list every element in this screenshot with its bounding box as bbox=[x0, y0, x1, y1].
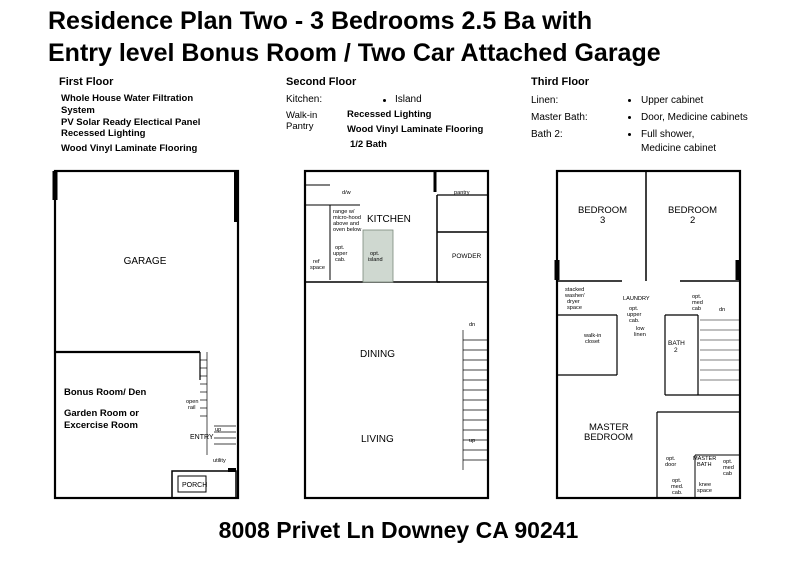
stacked-washer-label: dryer bbox=[567, 299, 580, 305]
master-bath-label: MASTER bbox=[693, 456, 717, 462]
opt-med-cab-label: opt. bbox=[723, 459, 733, 465]
opt-med-cab-label: med bbox=[692, 300, 703, 306]
opt-med-cab-label: cab. bbox=[672, 490, 683, 496]
first-floor-feature: PV Solar Ready Electical Panel bbox=[61, 117, 201, 128]
opt-med-cab-label: opt. bbox=[672, 478, 682, 484]
utility-label: utility bbox=[213, 458, 226, 464]
upper-cab-label: upper bbox=[333, 251, 348, 257]
plan-title-line-2: Entry level Bonus Room / Two Car Attached Garage bbox=[48, 39, 661, 67]
kitchen-feature-label: Kitchen: bbox=[286, 94, 323, 105]
second-floor-feature: 1/2 Bath bbox=[350, 139, 387, 150]
laundry-label: LAUNDRY bbox=[623, 296, 650, 302]
range-label: range w/ bbox=[333, 209, 355, 215]
bedroom-2-label: 2 bbox=[690, 215, 696, 226]
bedroom-2-label: BEDROOM bbox=[668, 205, 718, 216]
upper-cab-label: opt. bbox=[335, 245, 345, 251]
stairs-down-label: dn bbox=[719, 307, 726, 313]
second-floor-heading: Second Floor bbox=[286, 76, 357, 88]
low-linen-label: low bbox=[636, 326, 645, 332]
knee-space-label: knee bbox=[699, 482, 712, 488]
walkin-pantry-label: Walk-in bbox=[286, 110, 318, 121]
bonus-room-label: Excercise Room bbox=[64, 420, 138, 431]
third-floor-item-label: Master Bath: bbox=[531, 112, 588, 123]
walkin-closet-label: walk-in bbox=[584, 333, 602, 339]
living-label: LIVING bbox=[361, 434, 394, 445]
first-floor-feature: Whole House Water Filtration bbox=[61, 93, 194, 104]
island-label: island bbox=[368, 257, 383, 263]
third-floor-item-value: Medicine cabinet bbox=[641, 143, 717, 154]
porch-label: PORCH bbox=[182, 482, 208, 489]
third-floor-heading: Third Floor bbox=[531, 76, 590, 88]
bath-2-label: 2 bbox=[674, 347, 678, 354]
bath-2-label: BATH bbox=[668, 340, 685, 347]
first-floor-feature: System bbox=[61, 105, 95, 116]
bonus-room-label: Bonus Room/ Den bbox=[64, 387, 147, 398]
first-floor-plan bbox=[55, 171, 238, 498]
master-bedroom-label: MASTER bbox=[589, 422, 629, 433]
stairs-up-label: up bbox=[469, 438, 476, 444]
opt-upper-cab-label: upper bbox=[627, 312, 642, 318]
opt-door-label: door bbox=[665, 462, 677, 468]
bedroom-3-label: BEDROOM bbox=[578, 205, 628, 216]
island-label: opt. bbox=[370, 251, 380, 257]
second-floor-feature: Wood Vinyl Laminate Flooring bbox=[347, 124, 484, 135]
entry-label: ENTRY bbox=[190, 434, 214, 441]
opt-door-label: opt. bbox=[666, 456, 676, 462]
stacked-washer-label: space bbox=[567, 305, 582, 311]
opt-med-cab-label: med. bbox=[671, 484, 684, 490]
third-floor-item-value: Full shower, bbox=[641, 129, 695, 140]
ref-space-label: ref bbox=[313, 259, 320, 265]
first-floor-heading: First Floor bbox=[59, 76, 114, 88]
powder-label: POWDER bbox=[452, 253, 482, 260]
open-rail-label: open bbox=[186, 399, 199, 405]
opt-med-cab-label: med bbox=[723, 465, 734, 471]
opt-med-cab-label: opt. bbox=[692, 294, 702, 300]
master-bath-label: BATH bbox=[697, 462, 712, 468]
first-floor-feature: Wood Vinyl Laminate Flooring bbox=[61, 143, 198, 154]
stairs-down-label: dn bbox=[469, 322, 476, 328]
third-floor-stairs bbox=[700, 320, 740, 380]
walkin-pantry-label: Pantry bbox=[286, 121, 314, 132]
third-floor-item-value: Upper cabinet bbox=[641, 95, 704, 106]
range-label: micro-hood bbox=[333, 215, 361, 221]
third-floor-item-value: Door, Medicine cabinets bbox=[641, 112, 748, 123]
plan-title-line-1: Residence Plan Two - 3 Bedrooms 2.5 Ba with bbox=[48, 7, 593, 35]
bedroom-3-label: 3 bbox=[600, 215, 606, 226]
upper-cab-label: cab. bbox=[335, 257, 346, 263]
garage-label: GARAGE bbox=[123, 256, 167, 267]
second-floor-feature: Recessed Lighting bbox=[347, 109, 432, 120]
stacked-washer-label: stacked bbox=[565, 287, 585, 293]
dishwasher-label: d/w bbox=[342, 190, 351, 196]
low-linen-label: linen bbox=[634, 332, 646, 338]
opt-med-cab-label: cab bbox=[723, 471, 733, 477]
knee-space-label: space bbox=[697, 488, 712, 494]
opt-med-cab-label: cab bbox=[692, 306, 702, 312]
second-floor-stairs bbox=[463, 330, 488, 470]
kitchen-label: KITCHEN bbox=[367, 214, 411, 225]
opt-upper-cab-label: cab. bbox=[629, 318, 640, 324]
first-floor-feature: Recessed Lighting bbox=[61, 128, 146, 139]
third-floor-item-label: Bath 2: bbox=[531, 129, 563, 140]
master-bedroom-label: BEDROOM bbox=[584, 432, 634, 443]
ref-space-label: space bbox=[310, 265, 325, 271]
range-label: oven below bbox=[333, 227, 362, 233]
dining-label: DINING bbox=[360, 349, 395, 360]
address-footer: 8008 Privet Ln Downey CA 90241 bbox=[218, 517, 579, 543]
third-floor-item-label: Linen: bbox=[531, 95, 559, 106]
open-rail-label: rail bbox=[188, 405, 196, 411]
stacked-washer-label: washer/ bbox=[565, 293, 585, 299]
range-label: above and bbox=[333, 221, 360, 227]
pantry-label: pantry bbox=[454, 190, 470, 196]
kitchen-feature-value: Island bbox=[395, 94, 422, 105]
walkin-closet-label: closet bbox=[585, 339, 600, 345]
stairs-up-label: up bbox=[215, 427, 222, 433]
bonus-room-label: Garden Room or bbox=[64, 408, 139, 419]
opt-upper-cab-label: opt. bbox=[629, 306, 639, 312]
